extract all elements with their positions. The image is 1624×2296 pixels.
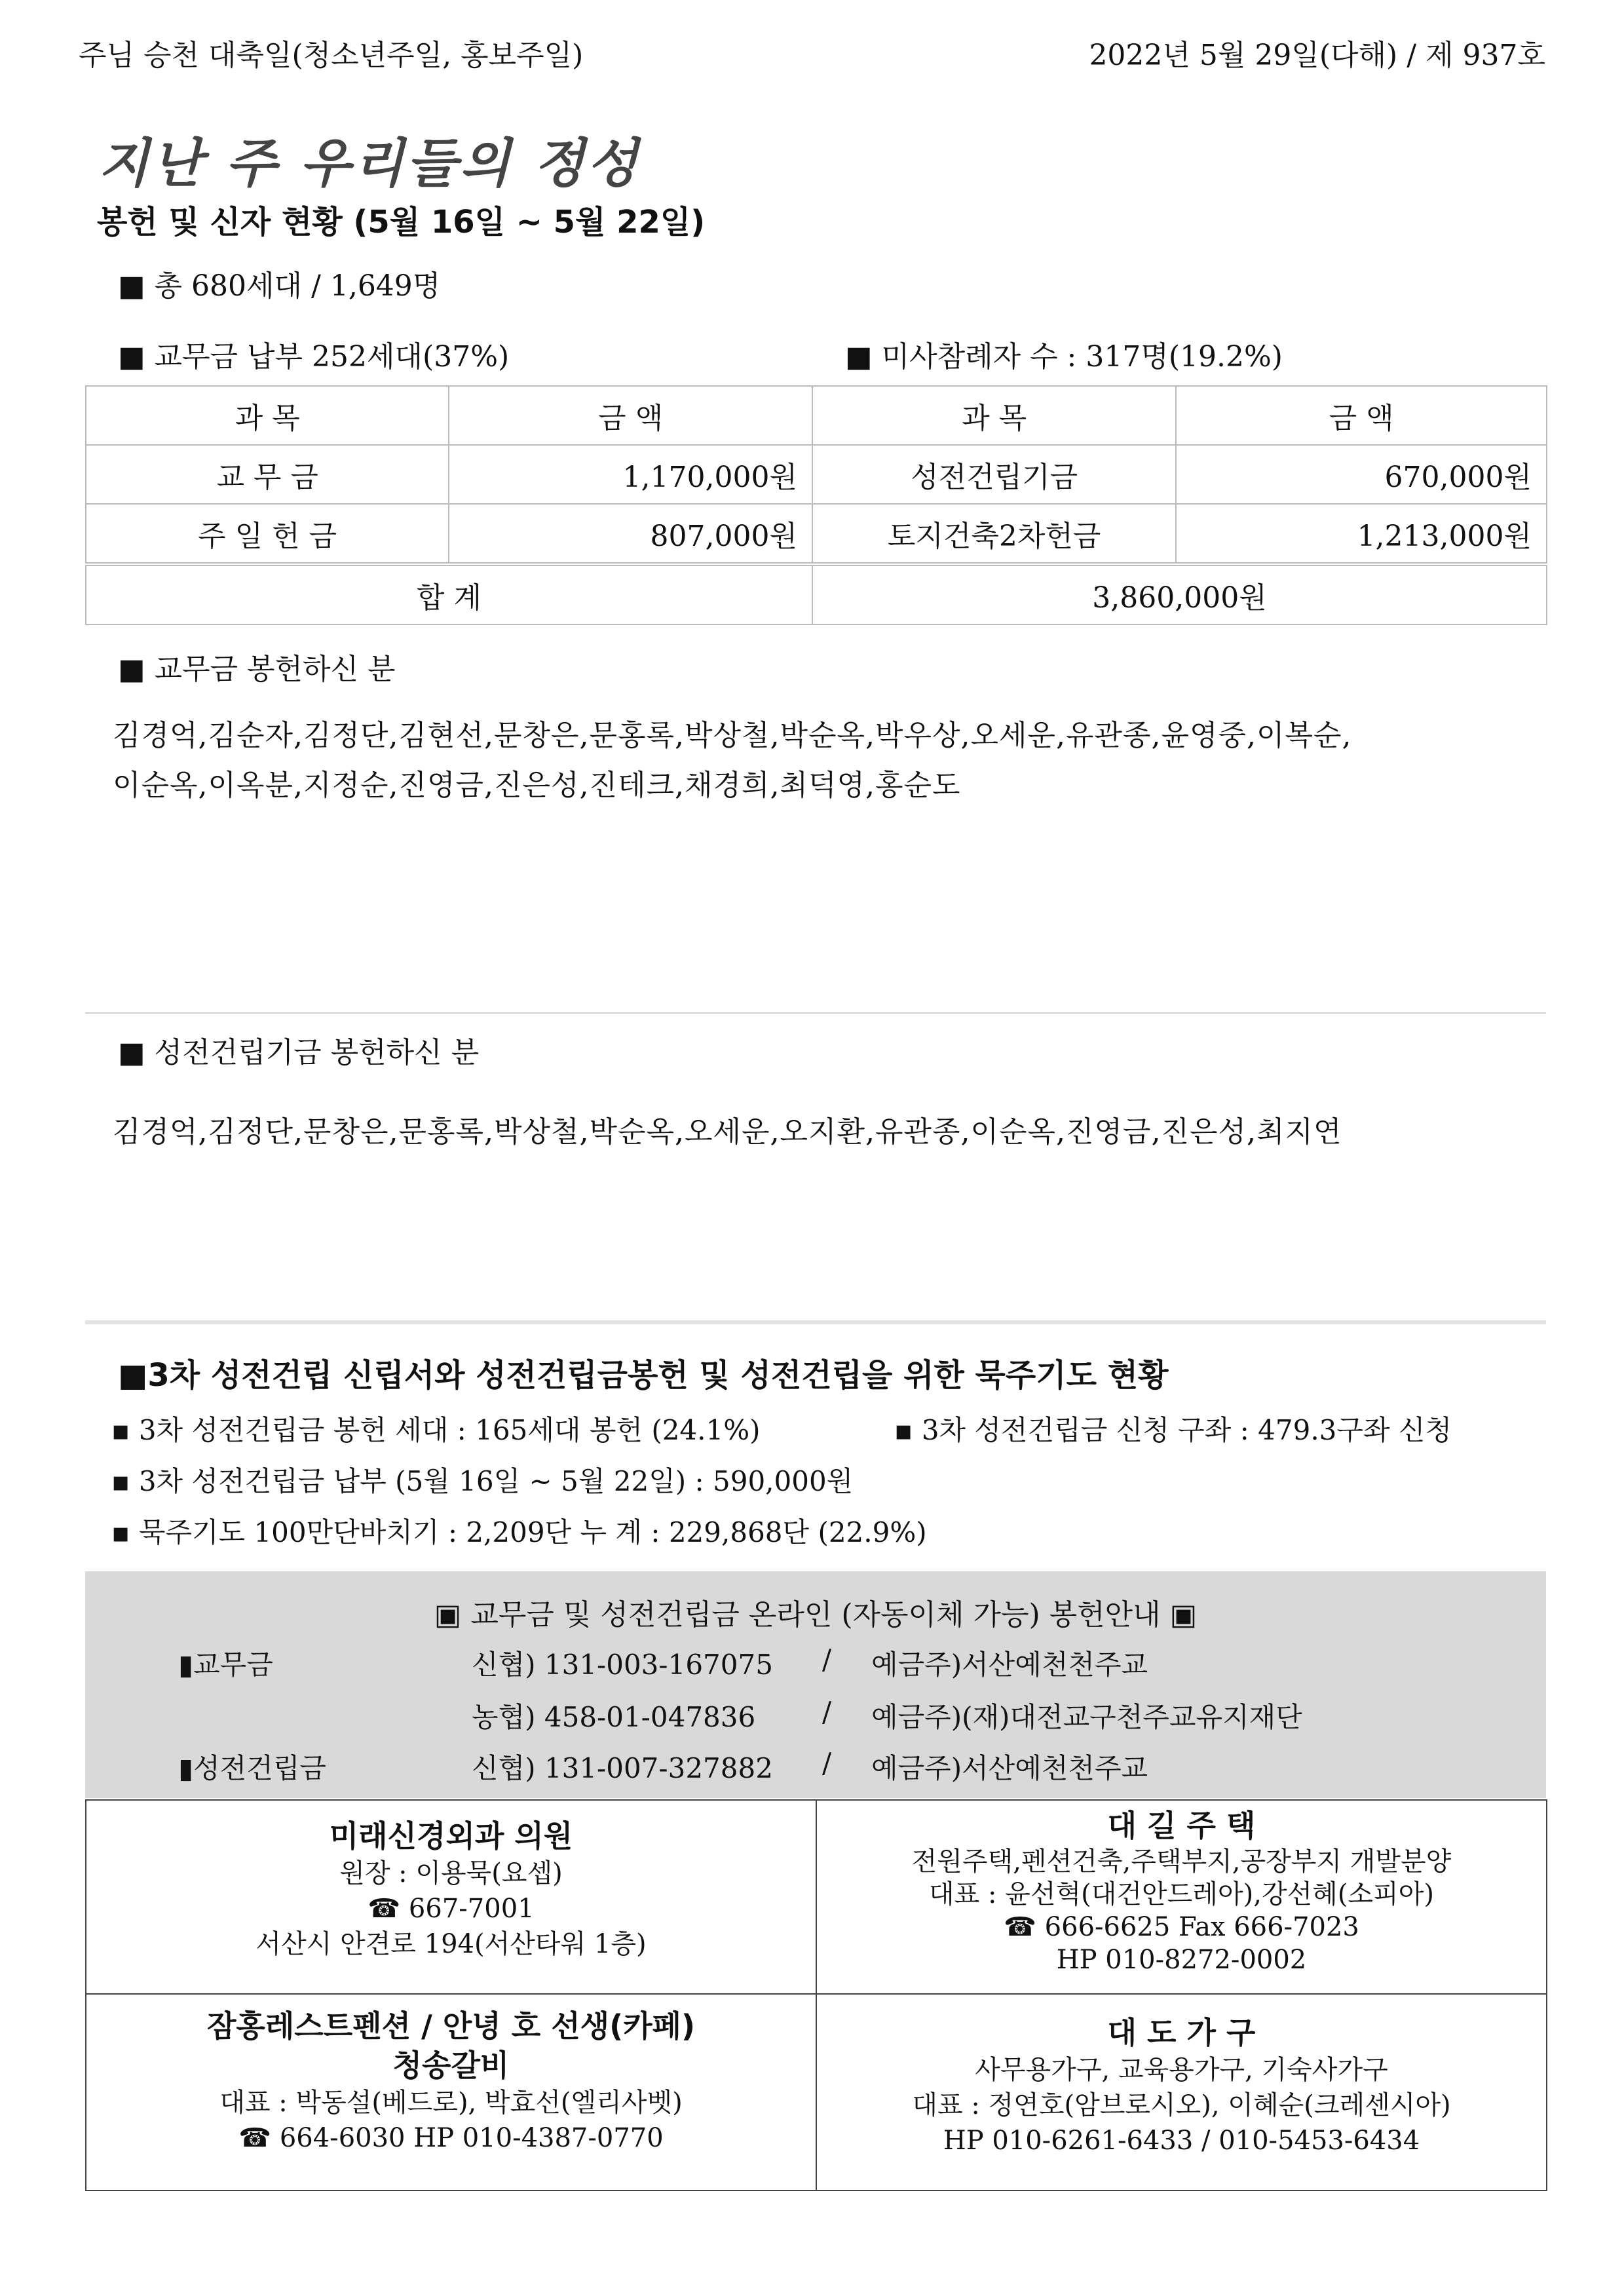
- total-label: 합 계: [86, 564, 812, 624]
- ad-box: [86, 1800, 816, 1994]
- ad-line: ☎ 664-6030 HP 010-4387-0770: [238, 2123, 664, 2153]
- ad-box: [86, 1994, 816, 2191]
- online-holder: 예금주)(재)대전교구천주교유지재단: [871, 1701, 1302, 1733]
- online-giving-heading: ▣ 교무금 및 성전건립금 온라인 (자동이체 가능) 봉헌안내 ▣: [434, 1598, 1198, 1632]
- online-account: 신협) 131-003-167075: [472, 1649, 773, 1681]
- ad-title: 청송갈비: [392, 2048, 510, 2083]
- table-row: [86, 504, 1547, 564]
- section-subtitle: 봉헌 및 신자 현황 (5월 16일 ~ 5월 22일): [97, 204, 706, 240]
- table-cell: 교 무 금: [86, 445, 449, 504]
- ad-line: 전원주택,펜션건축,주택부지,공장부지 개발분양: [911, 1846, 1452, 1877]
- table-cell: 807,000원: [449, 504, 812, 564]
- dues-donors-line: 이순옥,이옥분,지정순,진영금,진은성,진테크,채경희,최덕영,홍순도: [113, 769, 961, 802]
- table-header: 금 액: [449, 386, 812, 445]
- table-row: [86, 445, 1547, 504]
- online-separator: /: [822, 1696, 832, 1728]
- table-cell: 670,000원: [1176, 445, 1547, 504]
- building-donors-heading: ■ 성전건립기금 봉헌하신 분: [118, 1036, 480, 1069]
- online-holder: 예금주)서산예천천주교: [871, 1752, 1148, 1784]
- table-cell: 1,170,000원: [449, 445, 812, 504]
- building-donors-line: 김경억,김정단,문창은,문홍록,박상철,박순옥,오세운,오지환,유관종,이순옥,진영금,진은성,최지연: [113, 1115, 1342, 1149]
- table-cell: 토지건축2차헌금: [812, 504, 1176, 564]
- offering-table: [85, 385, 1547, 625]
- bulletin-date-issue: 2022년 5월 29일(다해) / 제 937호: [1089, 39, 1545, 72]
- campaign-item: ▪ 3차 성전건립금 신청 구좌 : 479.3구좌 신청: [894, 1414, 1452, 1446]
- table-header: 과 목: [812, 386, 1176, 445]
- online-account: 신협) 131-007-327882: [472, 1752, 773, 1784]
- ad-title: 대 길 주 택: [1107, 1808, 1256, 1843]
- ad-title: 잠홍레스트펜션 / 안녕 호 선생(카페): [206, 2008, 695, 2044]
- ad-line: 대표 : 윤선혁(대건안드레아),강선혜(소피아): [929, 1879, 1434, 1909]
- table-cell: 1,213,000원: [1176, 504, 1547, 564]
- table-header: 과 목: [86, 386, 449, 445]
- divider: [85, 1012, 1546, 1014]
- ad-title: 미래신경외과 의원: [329, 1818, 573, 1854]
- ad-line: 서산시 안견로 194(서산타워 1층): [255, 1929, 647, 1959]
- table-header: 금 액: [1176, 386, 1547, 445]
- campaign-item: ▪ 묵주기도 100만단바치기 : 2,209단 누 계 : 229,868단 (22.9%): [111, 1516, 927, 1548]
- ad-box: [816, 1800, 1547, 1994]
- online-account: 농협) 458-01-047836: [472, 1701, 756, 1733]
- campaign-item: ▪ 3차 성전건립금 납부 (5월 16일 ~ 5월 22일) : 590,000원: [111, 1465, 854, 1497]
- section-title: 지난 주 우리들의 정성: [98, 133, 641, 194]
- ads-table: [85, 1799, 1547, 2191]
- table-header-row: [86, 386, 1547, 445]
- campaign-item: ▪ 3차 성전건립금 봉헌 세대 : 165세대 봉헌 (24.1%): [111, 1414, 761, 1446]
- online-label: ▮교무금: [178, 1649, 273, 1681]
- ad-line: 원장 : 이용묵(요셉): [339, 1858, 563, 1888]
- online-separator: /: [822, 1643, 832, 1675]
- ad-box: [816, 1994, 1547, 2191]
- ad-title: 대 도 가 구: [1107, 2015, 1256, 2050]
- stat-total: ■ 총 680세대 / 1,649명: [118, 269, 441, 303]
- divider: [85, 1320, 1546, 1324]
- ad-line: 대표 : 박동설(베드로), 박효선(엘리사벳): [219, 2088, 683, 2118]
- dues-donors-line: 김경억,김순자,김정단,김현선,문창은,문홍록,박상철,박순옥,박우상,오세운,유관종,윤영중,이복순,: [113, 719, 1352, 752]
- stat-attendance: ■ 미사참례자 수 : 317명(19.2%): [845, 340, 1283, 373]
- table-cell: 성전건립기금: [812, 445, 1176, 504]
- online-separator: /: [822, 1747, 832, 1779]
- table-cell: 주 일 헌 금: [86, 504, 449, 564]
- dues-donors-heading: ■ 교무금 봉헌하신 분: [118, 653, 396, 686]
- online-holder: 예금주)서산예천천주교: [871, 1649, 1148, 1681]
- stat-dues: ■ 교무금 납부 252세대(37%): [118, 340, 510, 373]
- total-value: 3,860,000원: [812, 564, 1547, 624]
- ad-line: ☎ 667-7001: [368, 1894, 535, 1924]
- ad-line: HP 010-6261-6433 / 010-5453-6434: [943, 2126, 1420, 2156]
- online-label: ▮성전건립금: [178, 1752, 326, 1784]
- ad-line: ☎ 666-6625 Fax 666-7023: [1004, 1912, 1359, 1942]
- table-total-row: [86, 564, 1547, 624]
- ad-line: 사무용가구, 교육용가구, 기숙사가구: [975, 2055, 1388, 2085]
- ad-line: 대표 : 정연호(암브로시오), 이혜순(크레센시아): [912, 2090, 1451, 2120]
- ad-line: HP 010-8272-0002: [1056, 1945, 1307, 1975]
- campaign-heading: ■3차 성전건립 신립서와 성전건립금봉헌 및 성전건립을 위한 묵주기도 현황: [118, 1357, 1169, 1394]
- bulletin-feast-title: 주님 승천 대축일(청소년주일, 홍보주일): [79, 39, 584, 72]
